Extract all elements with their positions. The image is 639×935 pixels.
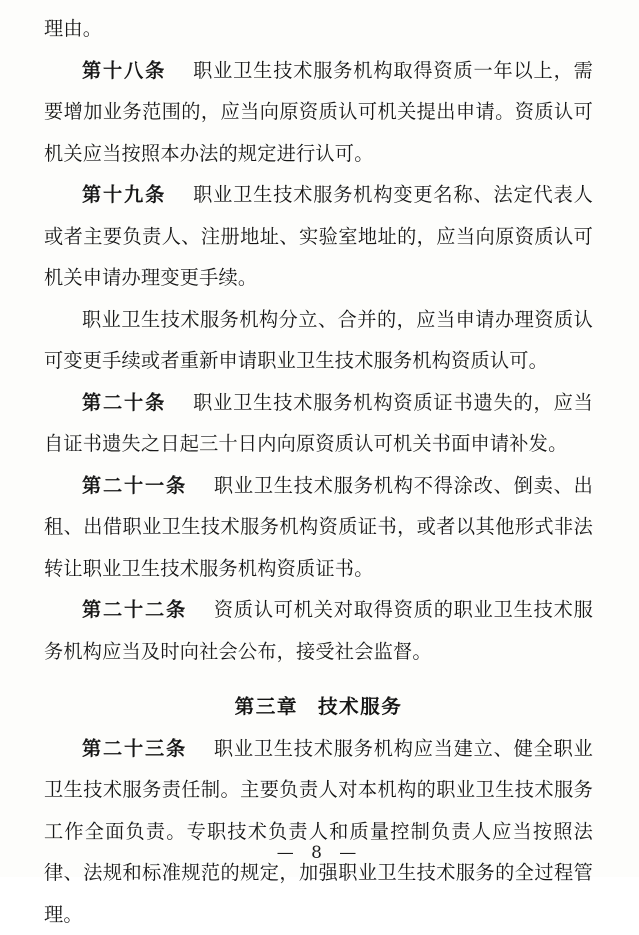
paragraph-article-20 [44,382,593,465]
article-label-23: 第二十三条 [82,737,187,760]
paragraph-text: 职业卫生技术服务机构应当建立、健全职业卫生技术服务责任制。主要负责人对本机构的职业卫生技术服务工作全面负责。专职技术负责人和质量控制负责人应当按照法律、法规和标准规范的规定，加强职业卫生技术服务的全过程管理。 [44,737,593,926]
paragraph-article-21 [44,465,593,590]
paragraph-text: 职业卫生技术服务机构不得涂改、倒卖、出租、出借职业卫生技术服务机构资质证书，或者以其他形式非法转让职业卫生技术服务机构资质证书。 [44,474,593,580]
article-label-22: 第二十二条 [82,598,187,621]
paragraph-text: 职业卫生技术服务机构变更名称、法定代表人或者主要负责人、注册地址、实验室地址的，应当向原资质认可机关申请办理变更手续。 [44,183,593,289]
article-label-20: 第二十条 [82,391,166,414]
page-number: — 8 — [0,843,639,863]
article-label-21: 第二十一条 [82,474,187,497]
article-label-18: 第十八条 [82,59,166,82]
paragraph-continuation [44,8,593,50]
paragraph-text: 职业卫生技术服务机构取得资质一年以上，需要增加业务范围的，应当向原资质认可机关提出申请。资质认可机关应当按照本办法的规定进行认可。 [44,59,593,165]
chapter-heading [44,686,593,728]
paragraph-text: 资质认可机关对取得资质的职业卫生技术服务机构应当及时向社会公布，接受社会监督。 [44,598,593,663]
paragraph-article-19 [44,174,593,299]
paragraph-text: 理由。 [44,17,102,40]
article-label-19: 第十九条 [82,183,166,206]
paragraph-article-18 [44,50,593,175]
chapter-number: 第三章 [235,695,298,718]
paragraph-text: 职业卫生技术服务机构资质证书遗失的，应当自证书遗失之日起三十日内向原资质认可机关书面申请补发。 [44,391,593,456]
chapter-title: 技术服务 [318,695,402,718]
paragraph-article-19-sub [44,299,593,382]
paragraph-text: 职业卫生技术服务机构分立、合并的，应当申请办理资质认可变更手续或者重新申请职业卫生技术服务机构资质认可。 [44,308,593,373]
paragraph-article-22 [44,589,593,672]
paragraph-article-23 [44,728,593,935]
